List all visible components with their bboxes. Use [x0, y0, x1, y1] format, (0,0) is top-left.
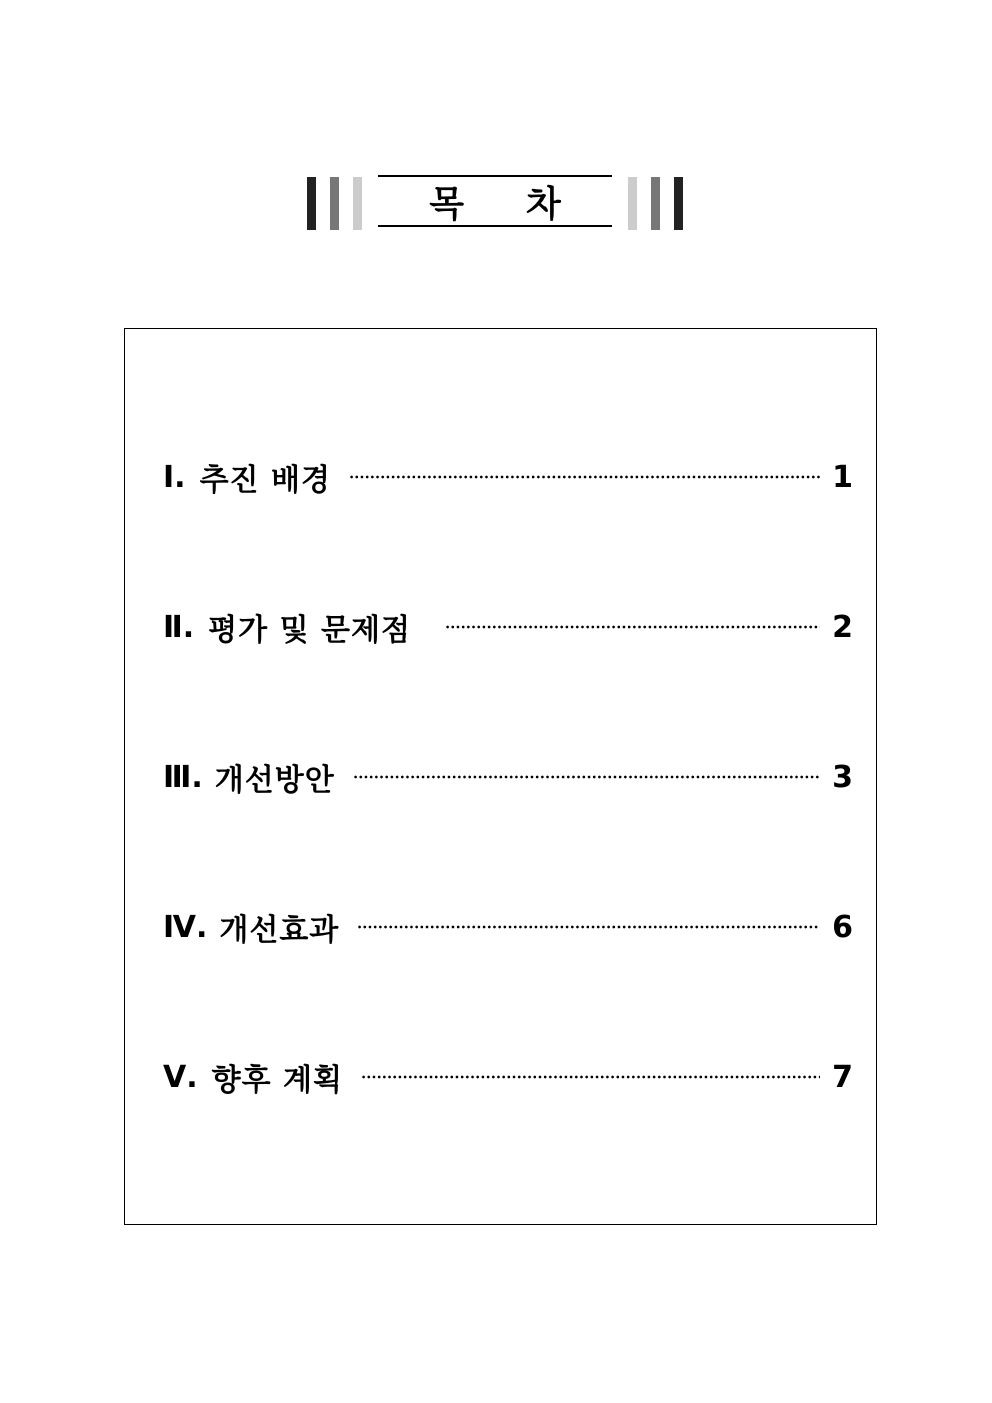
toc-item[interactable] — [163, 607, 853, 647]
toc-page-number: 3 — [832, 759, 853, 795]
toc-leader-dots — [445, 625, 820, 629]
toc-item[interactable] — [163, 1057, 853, 1097]
toc-numeral: Ⅳ. — [163, 909, 208, 945]
toc-page-number: 1 — [832, 459, 853, 495]
title-bar-right-3 — [674, 177, 683, 230]
toc-label: 추진 배경 — [199, 463, 331, 498]
toc-box — [124, 328, 877, 1225]
toc-page-number: 2 — [832, 609, 853, 645]
toc-page-number: 6 — [832, 909, 853, 945]
toc-label: 향후 계획 — [211, 1063, 343, 1098]
title-char-1: 목 — [429, 183, 464, 225]
toc-item[interactable] — [163, 757, 853, 797]
toc-label: 개선효과 — [219, 913, 340, 948]
toc-page-number: 7 — [832, 1059, 853, 1095]
title-block — [0, 175, 992, 233]
title-char-2: 차 — [526, 183, 561, 225]
toc-leader-dots — [353, 775, 820, 779]
toc-item[interactable] — [163, 907, 853, 947]
toc-numeral: Ⅱ. — [163, 609, 195, 645]
title-bar-left-2 — [330, 177, 339, 230]
title-bar-left-1 — [307, 177, 316, 230]
title-bar-right-2 — [651, 177, 660, 230]
toc-numeral: Ⅲ. — [163, 759, 203, 795]
toc-label: 개선방안 — [214, 763, 335, 798]
toc-item[interactable] — [163, 457, 853, 497]
page-title — [378, 175, 612, 227]
toc-leader-dots — [361, 1075, 820, 1079]
title-bar-right-1 — [628, 177, 637, 230]
title-bar-left-3 — [353, 177, 362, 230]
toc-leader-dots — [349, 475, 820, 479]
toc-numeral: Ⅰ. — [163, 459, 186, 495]
toc-numeral: Ⅴ. — [163, 1059, 198, 1095]
toc-label: 평가 및 문제점 — [208, 613, 411, 648]
toc-leader-dots — [357, 925, 820, 929]
